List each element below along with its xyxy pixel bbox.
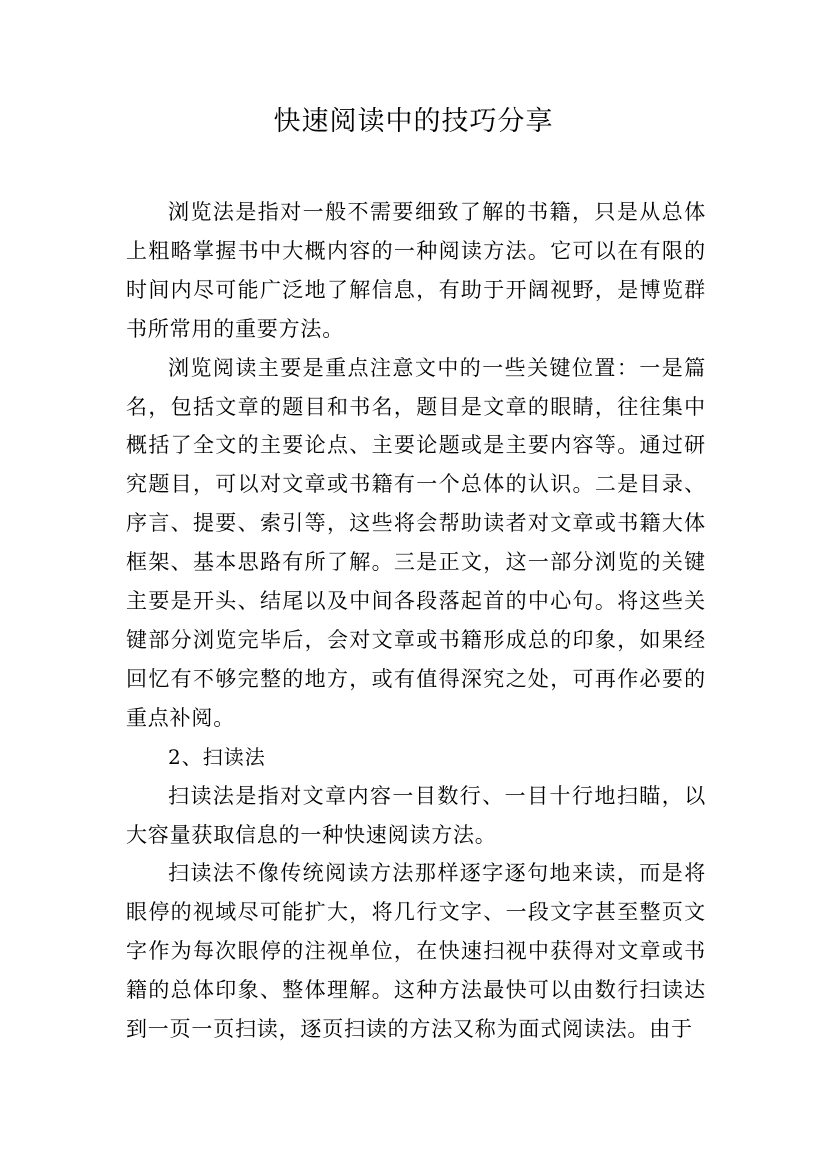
paragraph-browsing-definition: 浏览法是指对一般不需要细致了解的书籍，只是从总体上粗略掌握书中大概内容的一种阅读方法。它可以在有限的时间内尽可能广泛地了解信息，有助于开阔视野，是博览群书所常用的重要方法。 (126, 200, 706, 341)
paragraph-scan-definition: 扫读法是指对文章内容一目数行、一目十行地扫瞄，以大容量获取信息的一种快速阅读方法。 (126, 783, 706, 847)
document-body (126, 193, 706, 1049)
paragraph-browsing-key-positions: 浏览阅读主要是重点注意文中的一些关键位置：一是篇名，包括文章的题目和书名，题目是文章的眼睛，往往集中概括了全文的主要论点、主要论题或是主要内容等。通过研究题目，可以对文章或书籍有一个总体的认识。二是目录、序言、提要、索引等，这些将会帮助读者对文章或书籍大体框架、基本思路有所了解。三是正文，这一部分浏览的关键主要是开头、结尾以及中间各段落起首的中心句。将这些关键部分浏览完毕后，会对文章或书籍形成总的印象，如果经回忆有不够完整的地方，或有值得深究之处，可再作必要的重点补阅。 (126, 355, 706, 730)
document-title: 快速阅读中的技巧分享 (273, 106, 554, 137)
paragraph-scan-method: 扫读法不像传统阅读方法那样逐字逐句地来读，而是将眼停的视域尽可能扩大，将几行文字、一段文字甚至整页文字作为每次眼停的注视单位，在快速扫视中获得对文章或书籍的总体印象、整体理解。这种方法最快可以由数行扫读达到一页一页扫读，逐页扫读的方法又称为面式阅读法。由于 (126, 861, 706, 1042)
section-heading-scan-reading: 2、扫读法 (168, 744, 266, 769)
